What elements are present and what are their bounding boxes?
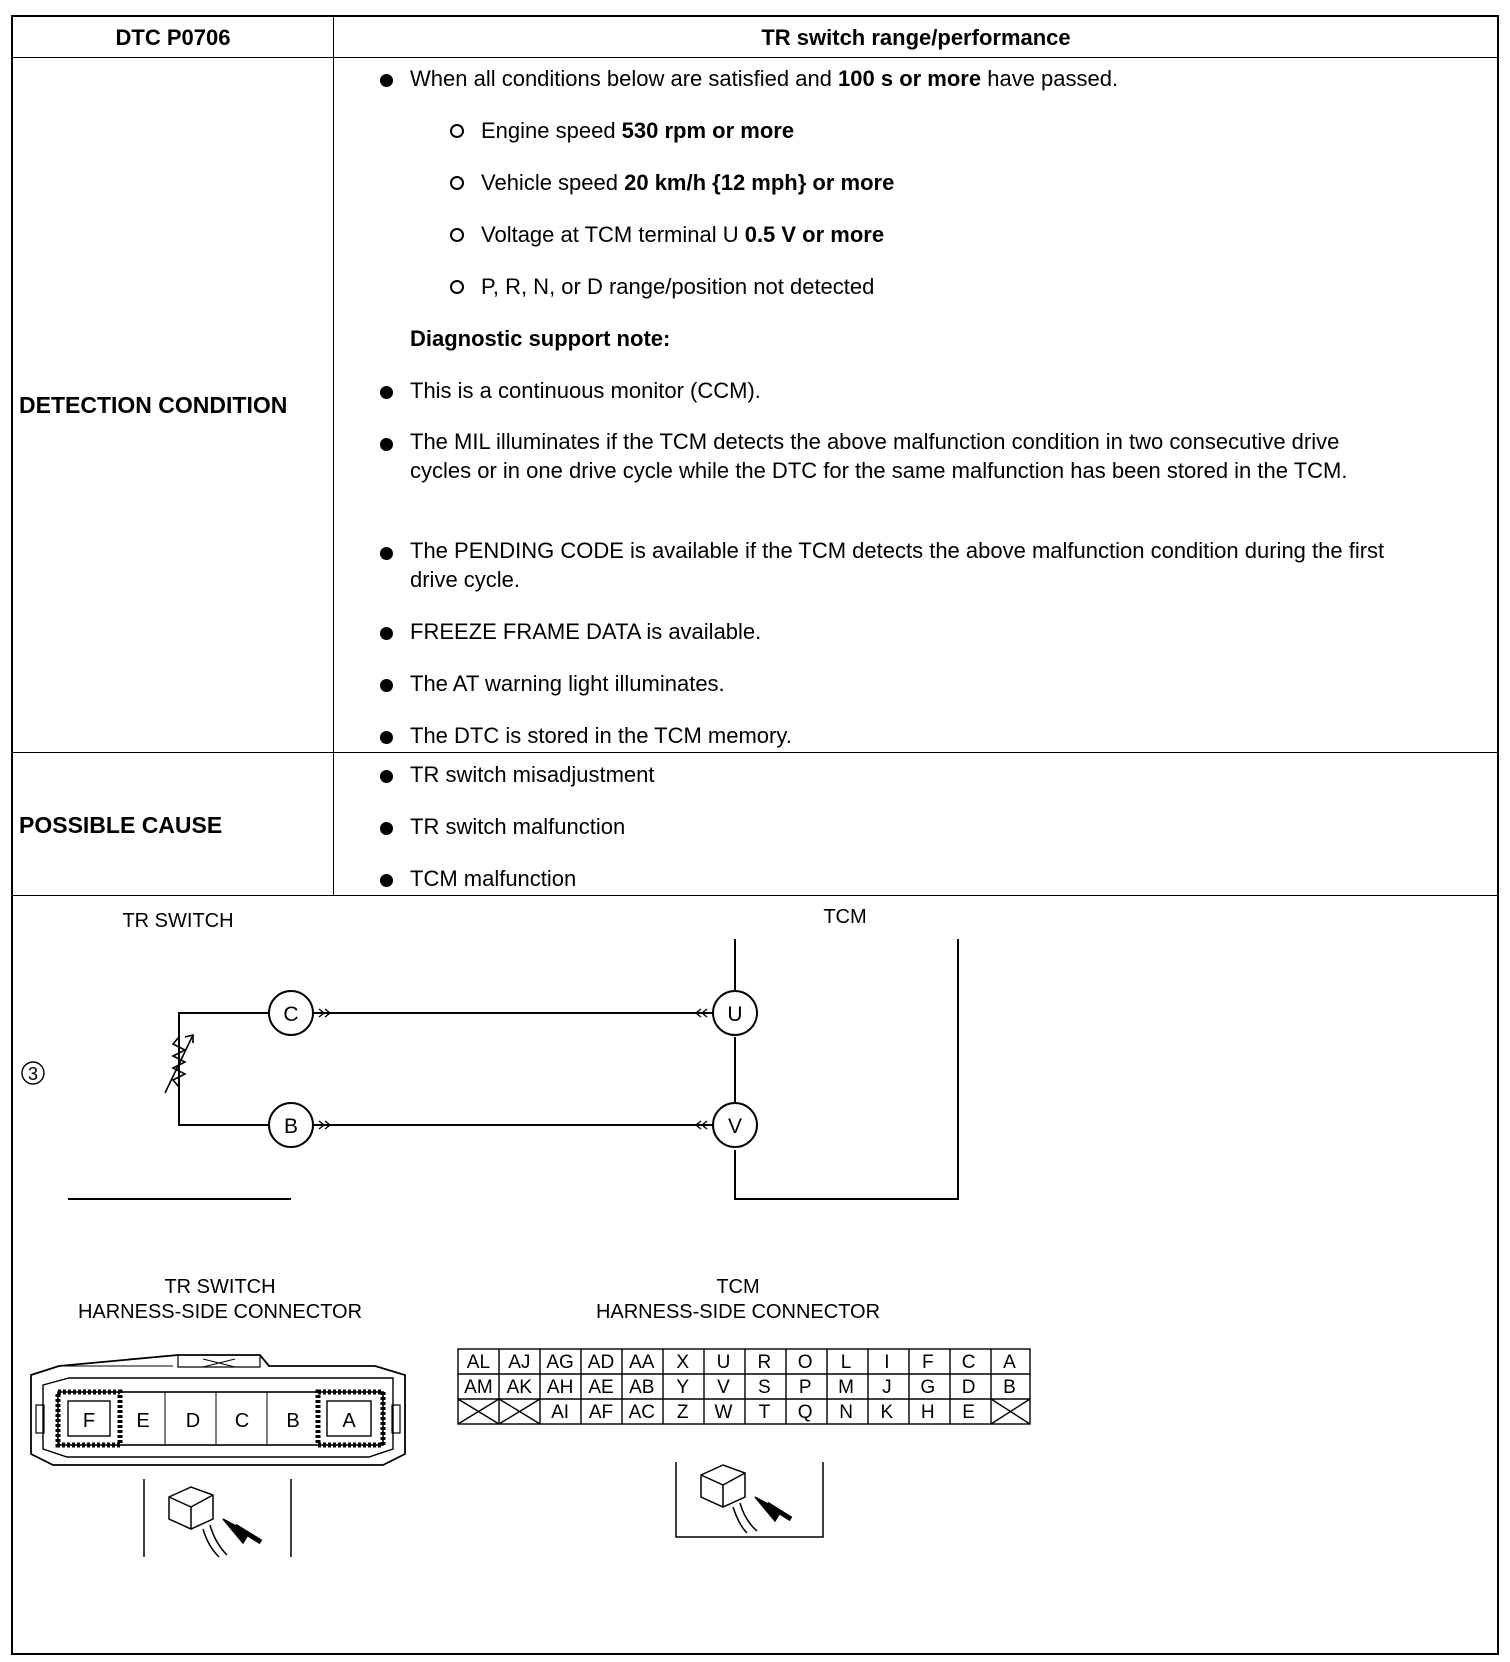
tr-connector-title-line1: TR SWITCH — [164, 1276, 276, 1298]
cause-item: TR switch malfunction — [410, 814, 626, 839]
tr-pin-label: D — [185, 1410, 201, 1432]
terminal-label: B — [283, 1115, 299, 1138]
tcm-pin-label: E — [962, 1402, 975, 1423]
detection-condition-label: DETECTION CONDITION — [19, 392, 288, 418]
tr-switch-wiring — [179, 1013, 268, 1125]
possible-cause-label: POSSIBLE CAUSE — [19, 812, 223, 838]
tcm-pin-label: AM — [464, 1377, 493, 1398]
note-item: The PENDING CODE is available if the TCM detects the above malfunction condition during the first drive cycle. — [410, 538, 1385, 592]
tr-connector-title-line2: HARNESS-SIDE CONNECTOR — [77, 1301, 363, 1323]
column-divider — [333, 17, 334, 895]
tcm-connector-title-line2: HARNESS-SIDE CONNECTOR — [595, 1301, 881, 1323]
dtc-title: TR switch range/performance — [761, 25, 1071, 50]
tcm-pin-label: X — [676, 1352, 690, 1373]
tcm-pin-label: O — [797, 1352, 813, 1373]
condition-item: P, R, N, or D range/position not detected — [481, 274, 875, 299]
terminal-circle-c — [269, 991, 313, 1035]
sub-bullet-icon — [450, 280, 464, 294]
bullet-icon — [380, 731, 393, 744]
diagnostic-note-title: Diagnostic support note: — [410, 326, 671, 351]
bullet-icon — [380, 547, 393, 560]
tcm-pin-label: AA — [629, 1352, 655, 1373]
bullet-icon — [380, 822, 393, 835]
bullet-icon — [380, 74, 393, 87]
detection-main-condition: When all conditions below are satisfied and 100 s or more have passed. — [410, 66, 1119, 91]
terminal-label: C — [283, 1003, 299, 1026]
tcm-pin-label: AE — [588, 1377, 614, 1398]
note-item: The MIL illuminates if the TCM detects the above malfunction condition in two consecutive drive cycles or in one drive cycle while the DTC for the same malfunction has been stored in the TCM. — [410, 429, 1348, 483]
condition-item: Vehicle speed 20 km/h {12 mph} or more — [481, 170, 895, 195]
cause-item: TCM malfunction — [410, 866, 577, 891]
tcm-pin-label: B — [1003, 1377, 1016, 1398]
tcm-pin-label: F — [921, 1352, 934, 1373]
tcm-harness-connector — [458, 1349, 1030, 1424]
tcm-pin-label: T — [758, 1402, 771, 1423]
tcm-pin-label: S — [758, 1377, 771, 1398]
tr-pin-label: C — [234, 1410, 250, 1432]
tr-harness-connector — [31, 1355, 405, 1465]
tr-pin-label: A — [342, 1410, 356, 1432]
terminal-label: U — [727, 1003, 743, 1026]
tcm-pin-label: N — [839, 1402, 853, 1423]
detection-bottom-divider — [13, 752, 1497, 753]
tcm-pin-label: AH — [546, 1377, 574, 1398]
tcm-pin-label: A — [1003, 1352, 1016, 1373]
condition-item: Voltage at TCM terminal U 0.5 V or more — [481, 222, 885, 247]
dtc-code: DTC P0706 — [115, 25, 231, 50]
connector-arrows — [319, 1009, 707, 1129]
tr-pin-label: B — [286, 1410, 300, 1432]
tcm-pin-label: V — [717, 1377, 730, 1398]
tcm-pin-label: Y — [676, 1377, 690, 1398]
cause-bottom-divider — [13, 895, 1497, 896]
tcm-pin-label: Z — [676, 1402, 689, 1423]
tcm-pin-label: AF — [588, 1402, 614, 1423]
reference-marker — [22, 1062, 44, 1084]
reference-number: 3 — [27, 1064, 39, 1084]
terminal-circle-b — [269, 1103, 313, 1147]
sub-bullet-icon — [450, 228, 464, 242]
tcm-pin-label: AI — [551, 1402, 570, 1423]
tcm-connector-title-line1: TCM — [716, 1276, 760, 1298]
tcm-pin-label: U — [716, 1352, 731, 1373]
note-item: The AT warning light illuminates. — [410, 671, 725, 696]
condition-item: Engine speed 530 rpm or more — [481, 118, 795, 143]
tcm-pin-label: AD — [587, 1352, 615, 1373]
tcm-pin-label: I — [884, 1352, 890, 1373]
sub-bullet-icon — [450, 176, 464, 190]
tcm-pin-label: AL — [466, 1352, 491, 1373]
terminal-circle-v — [713, 1103, 757, 1147]
terminal-label: V — [727, 1115, 743, 1138]
connector-plug-icon — [676, 1462, 823, 1537]
dtc-sheet — [11, 15, 1499, 1655]
bullet-icon — [380, 627, 393, 640]
bullet-icon — [380, 386, 393, 399]
tcm-pin-label: K — [880, 1402, 894, 1423]
tcm-pin-label: W — [714, 1402, 733, 1423]
tr-switch-label: TR SWITCH — [122, 910, 234, 932]
tcm-pin-label: J — [882, 1377, 892, 1398]
sub-bullet-icon — [450, 124, 464, 138]
note-item: The DTC is stored in the TCM memory. — [410, 723, 792, 748]
tcm-pin-label: AC — [628, 1402, 656, 1423]
tcm-box-edge — [735, 939, 958, 1199]
tcm-pin-label: AG — [546, 1352, 574, 1373]
tcm-pin-label: R — [757, 1352, 772, 1373]
note-item: This is a continuous monitor (CCM). — [410, 378, 761, 403]
bullet-icon — [380, 874, 393, 887]
connector-plug-icon — [144, 1479, 291, 1557]
note-item: FREEZE FRAME DATA is available. — [410, 619, 762, 644]
tr-pin-label: F — [82, 1410, 96, 1432]
tcm-pin-label: M — [838, 1377, 855, 1398]
wiring-diagram — [13, 897, 1497, 1653]
tcm-pin-label: Q — [797, 1402, 813, 1423]
bullet-icon — [380, 679, 393, 692]
tcm-pin-label: AK — [506, 1377, 532, 1398]
bullet-icon — [380, 438, 393, 451]
tr-pin-label: E — [136, 1410, 150, 1432]
tcm-pin-label: C — [961, 1352, 976, 1373]
terminal-circle-u — [713, 991, 757, 1035]
tcm-label: TCM — [823, 906, 867, 928]
tcm-pin-label: P — [798, 1377, 812, 1398]
tcm-pin-label: AJ — [508, 1352, 531, 1373]
tcm-pin-label: AB — [629, 1377, 655, 1398]
tcm-pin-label: L — [840, 1352, 852, 1373]
tcm-pin-label: H — [920, 1402, 935, 1423]
tcm-pin-label: D — [961, 1377, 976, 1398]
bullet-icon — [380, 770, 393, 783]
cause-item: TR switch misadjustment — [410, 762, 655, 787]
tcm-pin-label: G — [920, 1377, 936, 1398]
